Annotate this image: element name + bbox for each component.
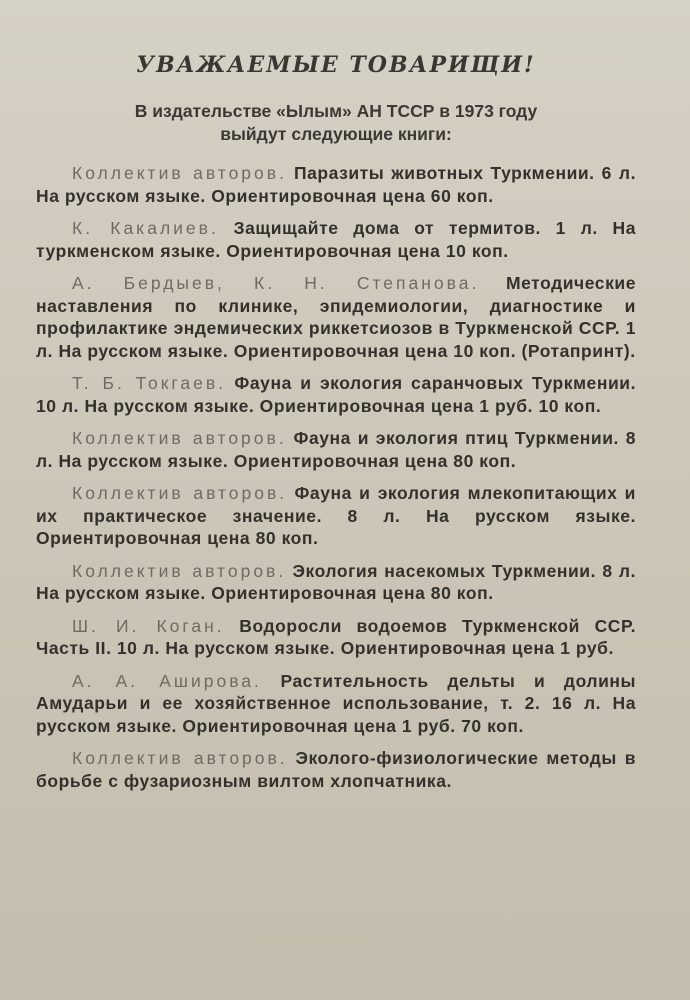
- book-author: Коллектив авторов.: [72, 560, 287, 581]
- book-description: Фауна и экология саранчовых Туркмении. 10 л. На русском языке. Ориентировочная цена 1 руб. 10 коп.: [36, 373, 636, 416]
- book-author: Коллектив авторов.: [72, 163, 287, 183]
- book-entry-1: [36, 162, 636, 207]
- book-entry-4: [36, 372, 636, 417]
- announcement: [36, 52, 636, 802]
- book-author: Коллектив авторов.: [72, 428, 287, 448]
- book-author: Ш. И. Коган.: [72, 615, 225, 636]
- intro-text: [36, 100, 636, 146]
- book-author: Коллектив авторов.: [72, 748, 288, 768]
- book-author: Т. Б. Токгаев.: [72, 373, 226, 393]
- book-description: Эколого-физиологические методы в борьбе с фузариозным вилтом хлопчатника.: [36, 748, 636, 791]
- book-author: А. А. Аширова.: [72, 670, 262, 691]
- book-description: Растительность дельты и долины Амударьи и ее хозяйственное использование, т. 2. 16 л. На русском языке. Ориентировочная цена 1 руб. 70 коп.: [36, 670, 636, 736]
- book-entry-5: [36, 427, 636, 472]
- intro-line-1: В издательстве «Ылым» АН ТССР в 1973 году: [134, 101, 538, 121]
- book-entry-2: [36, 217, 636, 262]
- book-entry-8: [36, 615, 636, 660]
- book-description: Фауна и экология птиц Туркмении. 8 л. На русском языке. Ориентировочная цена 80 коп.: [36, 428, 636, 471]
- book-description: Фауна и экология млекопитающих и их практическое значение. 8 л. На русском языке. Ориентировочная цена 80 коп.: [36, 483, 636, 548]
- book-entry-7: [36, 560, 636, 605]
- book-description: Методические наставления по клинике, эпидемиологии, диагностике и профилактике эндемических риккетсиозов в Туркменской ССР. 1 л. На русском языке. Ориентировочная цена 10 коп. (Ротапринт).: [36, 273, 636, 361]
- book-description: Паразиты животных Туркмении. 6 л. На русском языке. Ориентировочная цена 60 коп.: [36, 163, 636, 206]
- book-description: Экология насекомых Туркмении. 8 л. На русском языке. Ориентировочная цена 80 коп.: [36, 560, 636, 603]
- book-description: Защищайте дома от термитов. 1 л. На туркменском языке. Ориентировочная цена 10 коп.: [36, 218, 636, 261]
- book-entry-9: [36, 670, 636, 738]
- book-entry-10: [36, 747, 636, 792]
- book-entry-3: [36, 272, 636, 362]
- book-author: Коллектив авторов.: [72, 483, 288, 503]
- book-author: К. Какалиев.: [72, 218, 219, 238]
- book-entry-6: [36, 482, 636, 550]
- intro-line-2: выйдут следующие книги:: [220, 124, 452, 144]
- book-description: Водоросли водоемов Туркменской ССР. Часть II. 10 л. На русском языке. Ориентировочная цена 1 руб.: [36, 615, 636, 658]
- book-author: А. Бердыев, К. Н. Степанова.: [72, 273, 480, 293]
- page-title: УВАЖАЕМЫЕ ТОВАРИЩИ!: [136, 52, 536, 78]
